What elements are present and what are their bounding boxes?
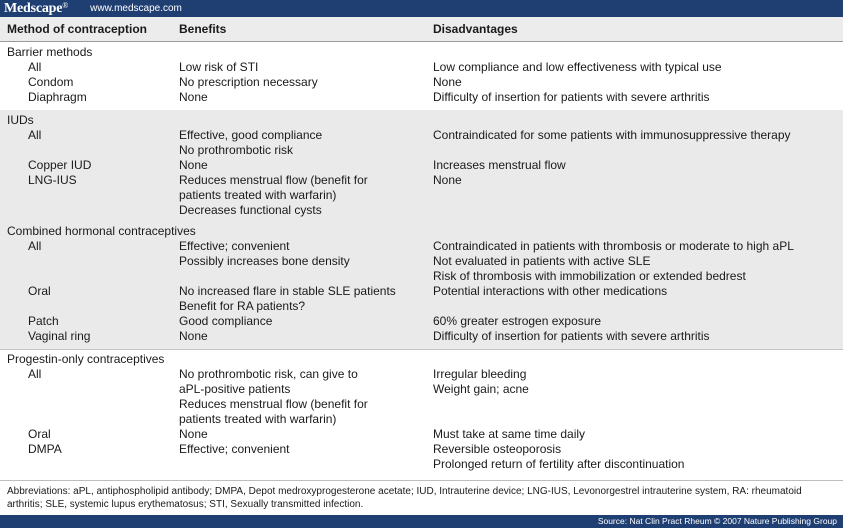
method-cell: Vaginal ring <box>28 329 91 343</box>
benefit-line: Effective; convenient <box>179 442 290 456</box>
benefit-line: patients treated with warfarin) <box>179 412 337 426</box>
medscape-top-bar <box>0 0 843 17</box>
disadvantage-line: Contraindicated in patients with thrombosis or moderate to high aPL <box>433 239 794 253</box>
disadvantage-line: Risk of thrombosis with immobilization or extended bedrest <box>433 269 746 283</box>
benefits-cell <box>179 367 424 427</box>
method-cell: All <box>28 239 42 253</box>
disadvantages-cell <box>433 90 843 105</box>
benefits-cell <box>179 284 424 314</box>
benefits-cell <box>179 128 424 158</box>
disadvantage-line: Difficulty of insertion for patients with severe arthritis <box>433 90 710 104</box>
benefits-cell <box>179 75 424 90</box>
header-method: Method of contraception <box>7 22 147 36</box>
benefits-cell <box>179 158 424 173</box>
benefit-line: Effective, good compliance <box>179 128 323 142</box>
method-cell: LNG-IUS <box>28 173 77 187</box>
benefit-line: patients treated with warfarin) <box>179 188 337 202</box>
benefit-line: No prescription necessary <box>179 75 318 89</box>
section-title: Progestin-only contraceptives <box>7 352 165 366</box>
method-cell: Diaphragm <box>28 90 87 104</box>
section-title: Barrier methods <box>7 45 93 59</box>
disadvantage-line: Irregular bleeding <box>433 367 527 381</box>
disadvantages-cell <box>433 60 843 75</box>
benefit-line: None <box>179 158 208 172</box>
section-combined-hormonal-contraceptives <box>0 221 843 349</box>
source-bar <box>0 515 843 528</box>
benefit-line: None <box>179 329 208 343</box>
disadvantages-cell <box>433 239 843 284</box>
benefits-cell <box>179 90 424 105</box>
benefit-line: Decreases functional cysts <box>179 203 322 217</box>
method-cell: Oral <box>28 284 51 298</box>
disadvantage-line: Weight gain; acne <box>433 382 529 396</box>
benefit-line: No prothrombotic risk, can give to <box>179 367 358 381</box>
table-header <box>0 17 843 42</box>
disadvantages-cell <box>433 314 843 329</box>
benefit-line: Benefit for RA patients? <box>179 299 306 313</box>
method-cell: Patch <box>28 314 59 328</box>
benefits-cell <box>179 442 424 457</box>
benefit-line: Good compliance <box>179 314 273 328</box>
benefit-line: None <box>179 90 208 104</box>
abbreviations-footnote <box>0 480 843 516</box>
disadvantage-line: None <box>433 173 462 187</box>
disadvantage-line: Contraindicated for some patients with immunosuppressive therapy <box>433 128 791 142</box>
benefit-line: Reduces menstrual flow (benefit for <box>179 173 368 187</box>
benefit-line: aPL-positive patients <box>179 382 291 396</box>
disadvantage-line: Not evaluated in patients with active SLE <box>433 254 651 268</box>
section-barrier-methods <box>0 42 843 110</box>
section-title: Combined hormonal contraceptives <box>7 224 196 238</box>
method-cell: Copper IUD <box>28 158 92 172</box>
benefits-cell <box>179 329 424 344</box>
disadvantages-cell <box>433 442 843 472</box>
disadvantages-cell <box>433 367 843 397</box>
disadvantage-line: Low compliance and low effectiveness with typical use <box>433 60 722 74</box>
header-disadvantages: Disadvantages <box>433 22 518 36</box>
benefit-line: Effective; convenient <box>179 239 290 253</box>
method-cell: DMPA <box>28 442 62 456</box>
header-benefits: Benefits <box>179 22 227 36</box>
disadvantage-line: Reversible osteoporosis <box>433 442 562 456</box>
disadvantages-cell <box>433 329 843 344</box>
section-iuds <box>0 110 843 221</box>
disadvantages-cell <box>433 173 843 188</box>
benefits-cell <box>179 173 424 218</box>
method-cell: All <box>28 128 42 142</box>
method-cell: Condom <box>28 75 74 89</box>
disadvantage-line: Potential interactions with other medications <box>433 284 668 298</box>
footnote-text: Abbreviations: aPL, antiphospholipid antibody; DMPA, Depot medroxyprogesterone acetate; IUD, Intrauterine device; LNG-IUS, Levonorgestrel intrauterine system, RA: rheumatoid arthritis; SLE, systemic lupus erythematosus; STI, Sexually transmitted infection. <box>7 486 802 510</box>
benefits-cell <box>179 60 424 75</box>
disadvantages-cell <box>433 128 843 143</box>
method-cell: All <box>28 60 42 74</box>
benefits-cell <box>179 239 424 269</box>
site-url[interactable]: www.medscape.com <box>90 3 182 14</box>
source-credit: Source: Nat Clin Pract Rheum © 2007 Nature Publishing Group <box>597 516 837 526</box>
disadvantage-line: Difficulty of insertion for patients with severe arthritis <box>433 329 710 343</box>
disadvantage-line: Prolonged return of fertility after discontinuation <box>433 457 685 471</box>
benefits-cell <box>179 427 424 442</box>
disadvantages-cell <box>433 284 843 299</box>
benefit-line: No prothrombotic risk <box>179 143 294 157</box>
disadvantage-line: None <box>433 75 462 89</box>
section-title: IUDs <box>7 113 34 127</box>
disadvantage-line: Must take at same time daily <box>433 427 586 441</box>
benefit-line: No increased flare in stable SLE patients <box>179 284 396 298</box>
medscape-logo: Medscape® <box>4 0 69 16</box>
benefit-line: None <box>179 427 208 441</box>
disadvantage-line: 60% greater estrogen exposure <box>433 314 602 328</box>
disadvantages-cell <box>433 427 843 442</box>
disadvantages-cell <box>433 75 843 90</box>
disadvantages-cell <box>433 158 843 173</box>
benefit-line: Reduces menstrual flow (benefit for <box>179 397 368 411</box>
benefit-line: Possibly increases bone density <box>179 254 350 268</box>
benefit-line: Low risk of STI <box>179 60 259 74</box>
method-cell: All <box>28 367 42 381</box>
disadvantage-line: Increases menstrual flow <box>433 158 566 172</box>
benefits-cell <box>179 314 424 329</box>
section-progestin-only-contraceptives <box>0 349 843 480</box>
method-cell: Oral <box>28 427 51 441</box>
